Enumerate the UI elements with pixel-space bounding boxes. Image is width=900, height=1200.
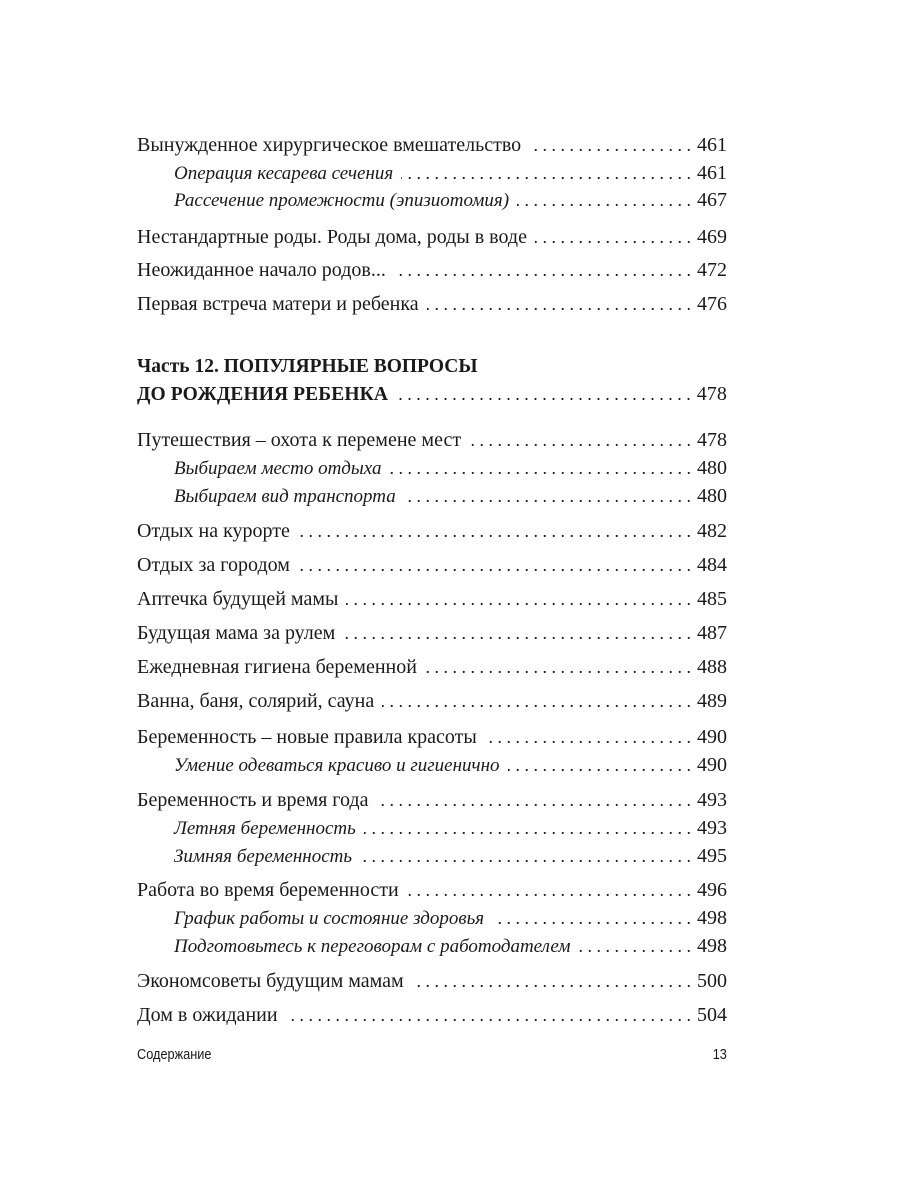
toc-entry-page: 490 xyxy=(697,726,727,748)
toc-entry[interactable] xyxy=(137,687,727,715)
toc-subentry[interactable] xyxy=(174,904,727,932)
part-heading-line1: Часть 12. ПОПУЛЯРНЫЕ ВОПРОСЫ xyxy=(137,356,478,377)
toc-entry[interactable] xyxy=(137,967,727,995)
toc-entry-title: Выбираем место отдыха xyxy=(174,458,382,479)
toc-entry-title: Беременность – новые правила красоты xyxy=(137,726,477,748)
toc-subentry[interactable] xyxy=(174,842,727,870)
toc-entry-title: Операция кесарева сечения xyxy=(174,163,394,184)
running-title: Содержание xyxy=(137,1046,212,1063)
toc-entry-page: 461 xyxy=(697,134,727,156)
toc-entry-page: 488 xyxy=(697,656,727,678)
leader-dots xyxy=(364,814,691,842)
toc-entry-page: 496 xyxy=(697,879,727,901)
toc-entry-page: 484 xyxy=(697,554,727,576)
toc-entry-page: 489 xyxy=(697,690,727,712)
toc-entry-title: Рассечение промежности (эпизиотомия) xyxy=(174,190,510,211)
toc-entry-title: Нестандартные роды. Роды дома, роды в воде xyxy=(137,226,527,248)
toc-entry[interactable] xyxy=(137,223,727,251)
leader-dots xyxy=(401,159,691,187)
part-heading-line2: ДО РОЖДЕНИЯ РЕБЕНКА xyxy=(137,384,389,405)
toc-entry-title: Летняя беременность xyxy=(174,818,356,839)
leader-dots xyxy=(427,290,691,318)
toc-entry-title: Зимняя беременность xyxy=(174,846,353,867)
toc-entry-title: Первая встреча матери и ребенка xyxy=(137,293,419,315)
toc-entry-page: 485 xyxy=(697,588,727,610)
toc-entry-title: Аптечка будущей мамы xyxy=(137,588,339,610)
leader-dots xyxy=(286,1001,691,1029)
leader-dots xyxy=(343,619,691,647)
part-heading[interactable] xyxy=(137,380,727,408)
toc-entry-title: Умение одеваться красиво и гигиенично xyxy=(174,755,500,776)
toc-entry-page: 493 xyxy=(697,789,727,811)
toc-entry-page: 490 xyxy=(697,754,727,776)
leader-dots xyxy=(508,751,691,779)
leader-dots xyxy=(529,131,691,159)
leader-dots xyxy=(485,723,691,751)
toc-entry-title: Дом в ожидании xyxy=(137,1004,278,1026)
toc-subentry[interactable] xyxy=(174,159,727,187)
toc-subentry[interactable] xyxy=(174,751,727,779)
toc-entry[interactable] xyxy=(137,517,727,545)
toc-entry-page: 461 xyxy=(697,162,727,184)
leader-dots xyxy=(389,454,691,482)
toc-entry-title: График работы и состояние здоровья xyxy=(174,908,485,929)
toc-entry-title: Ванна, баня, солярий, сауна xyxy=(137,690,375,712)
leader-dots xyxy=(298,551,691,579)
leader-dots xyxy=(394,256,691,284)
toc-entry-title: Ежедневная гигиена беременной xyxy=(137,656,417,678)
toc-entry-page: 467 xyxy=(697,189,727,211)
part-heading-page: 478 xyxy=(696,383,727,405)
toc-entry-page: 498 xyxy=(697,935,727,957)
toc-entry[interactable] xyxy=(137,551,727,579)
toc-entry[interactable] xyxy=(137,653,727,681)
page-number: 13 xyxy=(712,1046,727,1063)
leader-dots xyxy=(425,653,691,681)
toc-entry-page: 498 xyxy=(697,907,727,929)
leader-dots xyxy=(404,482,691,510)
toc-entry[interactable] xyxy=(137,619,727,647)
toc-entry-title: Путешествия – охота к перемене мест xyxy=(137,429,462,451)
toc-entry-title: Подготовьтесь к переговорам с работодателем xyxy=(174,936,571,957)
toc-entry[interactable] xyxy=(137,131,727,159)
leader-dots xyxy=(382,687,691,715)
leader-dots xyxy=(360,842,691,870)
toc-subentry[interactable] xyxy=(174,932,727,960)
toc-entry[interactable] xyxy=(137,786,727,814)
toc-entry[interactable] xyxy=(137,723,727,751)
toc-entry-page: 504 xyxy=(697,1004,727,1026)
leader-dots xyxy=(412,967,691,995)
toc-entry-title: Вынужденное хирургическое вмешательство xyxy=(137,134,522,156)
toc-entry-page: 487 xyxy=(697,622,727,644)
toc-entry[interactable] xyxy=(137,290,727,318)
toc-entry-title: Экономсоветы будущим мамам xyxy=(137,970,404,992)
toc-entry-page: 476 xyxy=(697,293,727,315)
leader-dots xyxy=(517,186,691,214)
toc-entry-title: Будущая мама за рулем xyxy=(137,622,336,644)
toc-entry-page: 469 xyxy=(697,226,727,248)
toc-entry[interactable] xyxy=(137,256,727,284)
toc-entry-page: 480 xyxy=(697,457,727,479)
toc-subentry[interactable] xyxy=(174,186,727,214)
toc-entry[interactable] xyxy=(137,1001,727,1029)
toc-entry-title: Выбираем вид транспорта xyxy=(174,486,396,507)
toc-entry-page: 495 xyxy=(697,845,727,867)
leader-dots xyxy=(535,223,691,251)
toc-entry-page: 478 xyxy=(697,429,727,451)
toc-subentry[interactable] xyxy=(174,482,727,510)
leader-dots xyxy=(492,904,691,932)
leader-dots xyxy=(469,426,691,454)
toc-entry[interactable] xyxy=(137,876,727,904)
leader-dots xyxy=(376,786,691,814)
toc-entry-title: Работа во время беременности xyxy=(137,879,399,901)
page-footer xyxy=(137,1046,727,1070)
toc-entry[interactable] xyxy=(137,585,727,613)
toc-entry-title: Неожиданное начало родов... xyxy=(137,259,386,281)
toc-entry-page: 493 xyxy=(697,817,727,839)
toc-entry-page: 480 xyxy=(697,485,727,507)
leader-dots xyxy=(298,517,691,545)
toc-entry-title: Беременность и время года xyxy=(137,789,369,811)
leader-dots xyxy=(578,932,691,960)
leader-dots xyxy=(346,585,691,613)
toc-entry-page: 472 xyxy=(697,259,727,281)
toc-entry-page: 482 xyxy=(697,520,727,542)
toc-entry[interactable] xyxy=(137,426,727,454)
toc-subentry[interactable] xyxy=(174,454,727,482)
leader-dots xyxy=(407,876,691,904)
toc-entry-page: 500 xyxy=(697,970,727,992)
toc-entry-title: Отдых за городом xyxy=(137,554,290,576)
leader-dots xyxy=(396,380,691,408)
toc-subentry[interactable] xyxy=(174,814,727,842)
toc-entry-title: Отдых на курорте xyxy=(137,520,290,542)
